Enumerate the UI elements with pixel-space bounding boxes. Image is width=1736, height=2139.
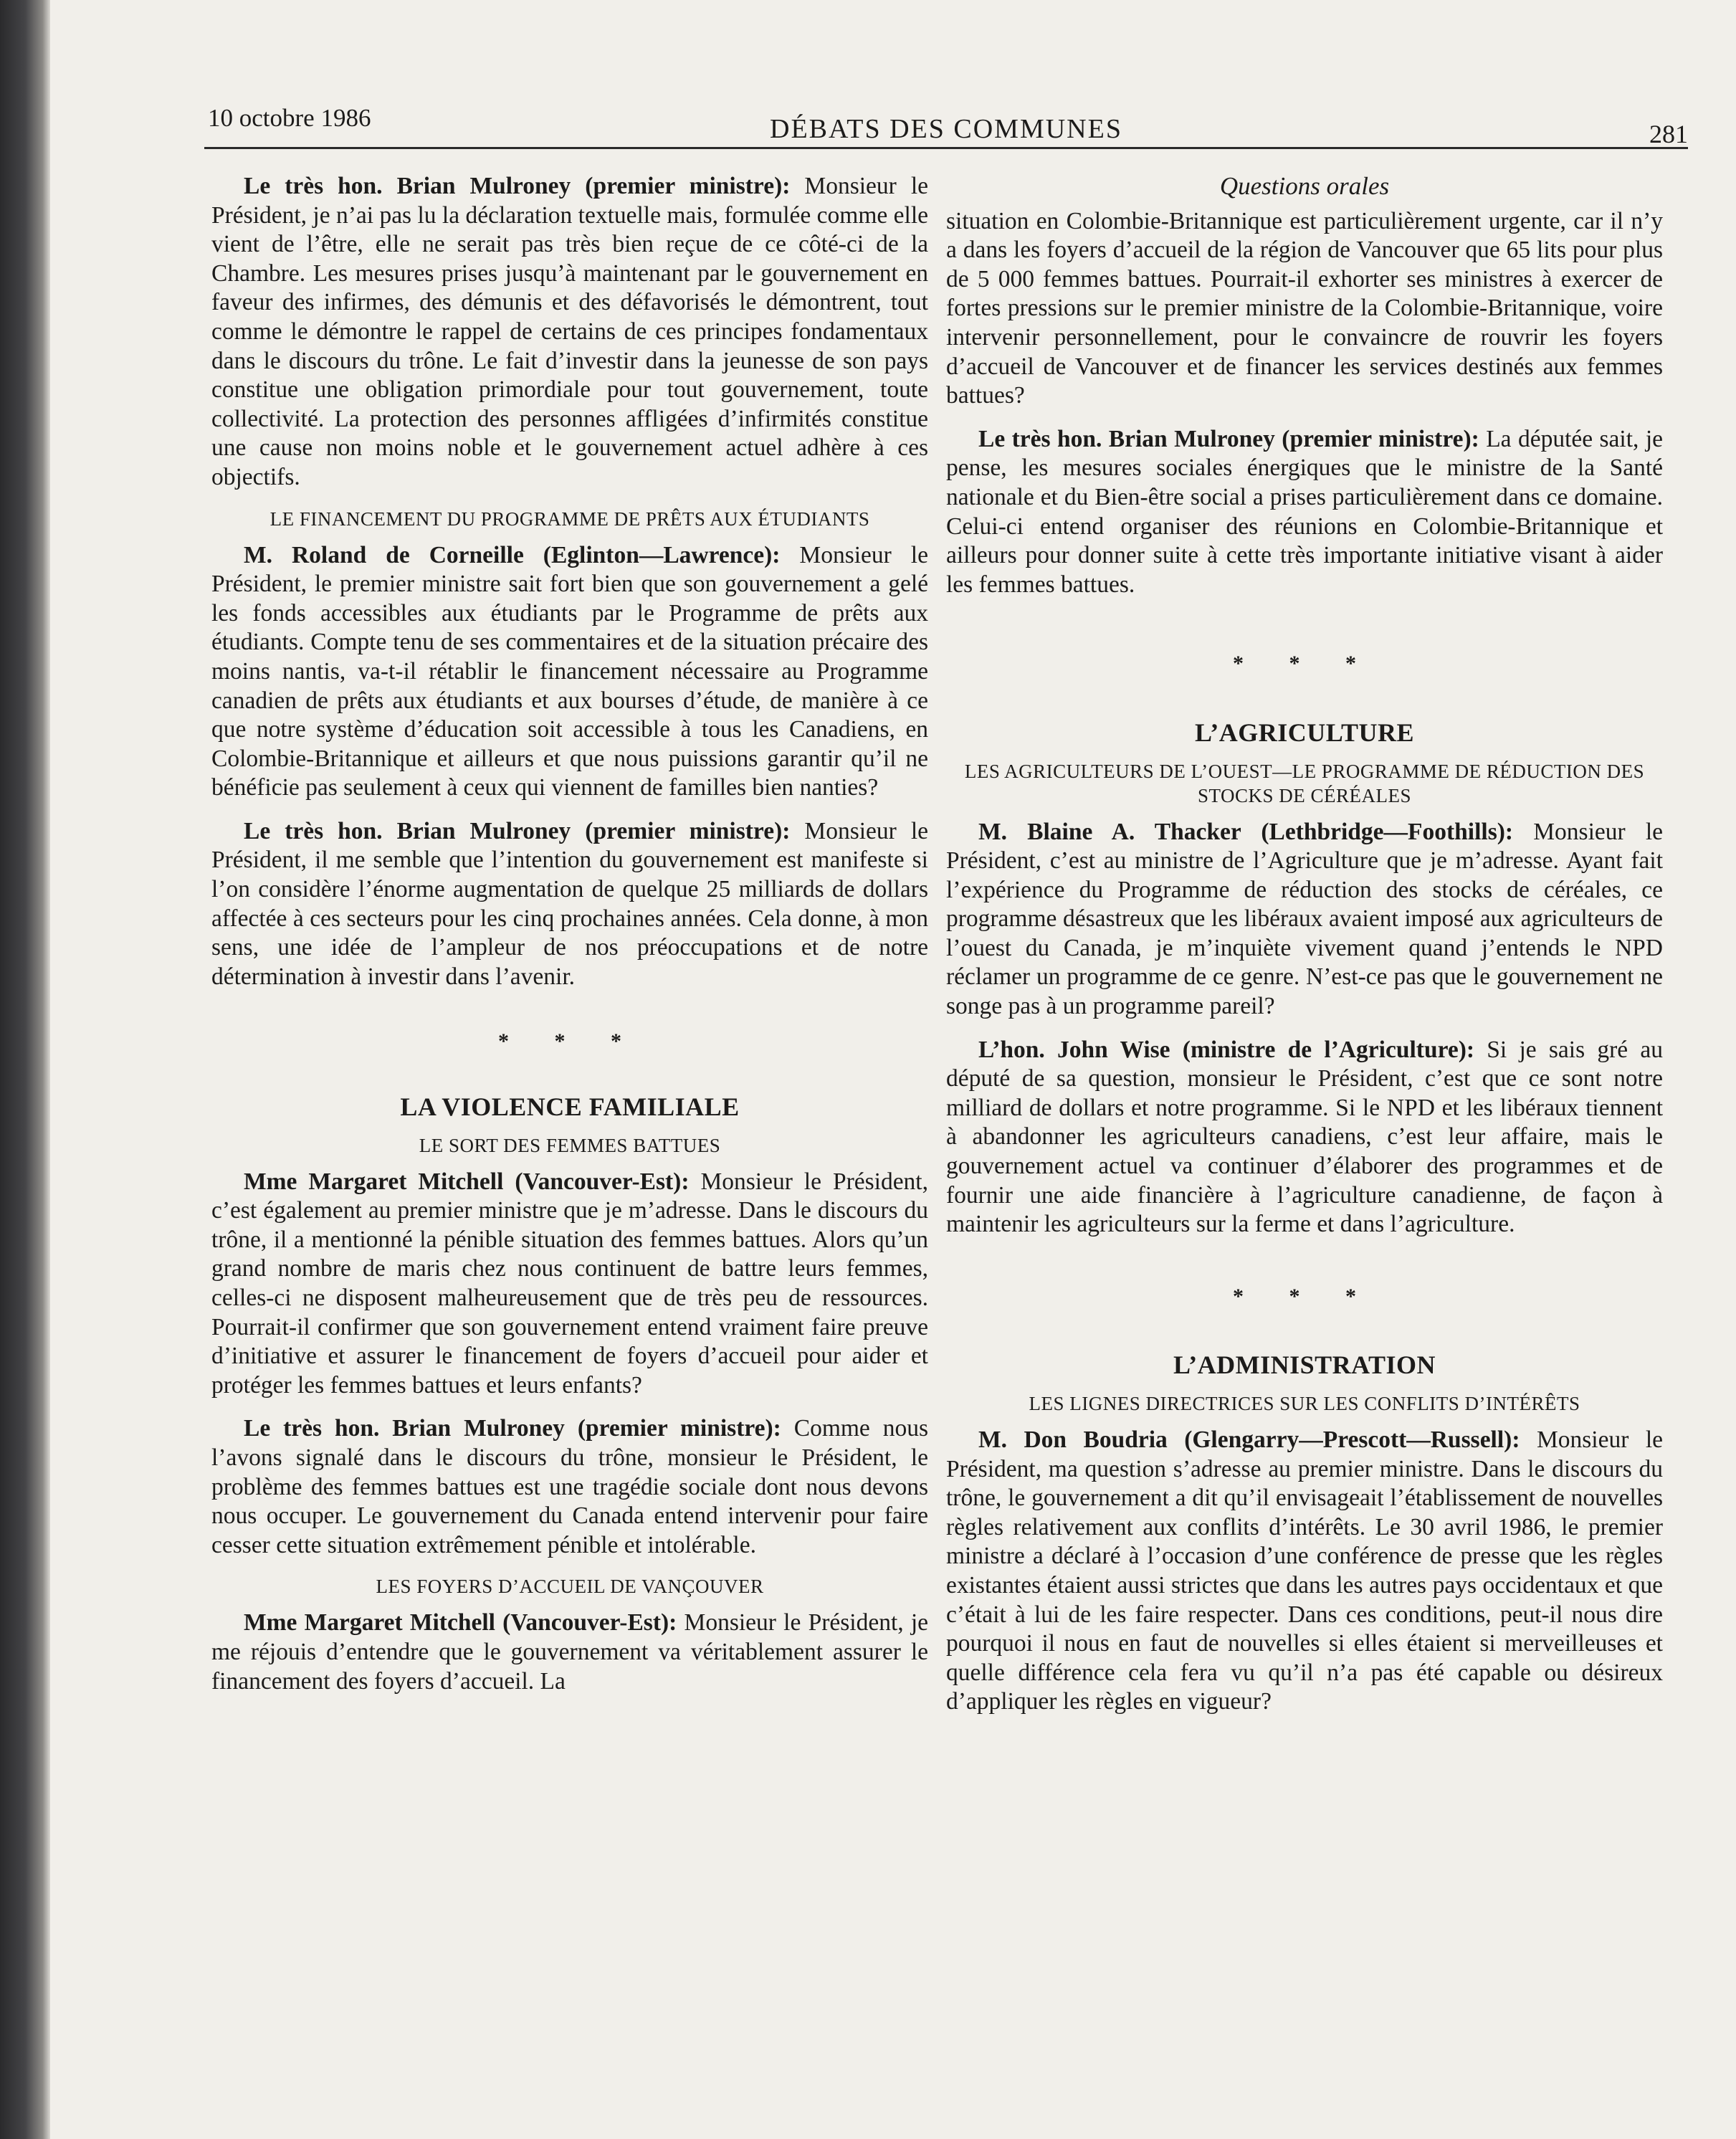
paragraph xyxy=(946,207,1663,411)
paragraph xyxy=(946,425,1663,600)
paragraph-text: Monsieur le Président, le premier ministre sait fort bien que son gouvernement a gelé les fonds accessibles aux étudiants par le Programme de prêts aux étudiants. Compte tenu de ses commentaires et de la situation précaire des moins nantis, va-t-il rétablir le financement nécessaire au Programme canadien de prêts aux étudiants et aux bourses d’étude, de manière à ce que notre système d’éducation soit accessible à tous les Canadiens, en Colombie-Britannique et ailleurs et que nous puissions garantir qu’il ne bénéficie pas seulement à ceux qui viennent de familles bien nanties? xyxy=(211,541,928,801)
speaker-name: M. Don Boudria (Glengarry—Prescott—Russell): xyxy=(978,1426,1520,1453)
subheading: LES FOYERS D’ACCUEIL DE VANÇOUVER xyxy=(376,1576,764,1598)
paragraph-text: La députée sait, je pense, les mesures sociales énergiques que le ministre de la Santé nationale et du Bien-être social a prises particulièrement dans ce domaine. Celui-ci entend organiser des réunions en Colombie-Britannique et ailleurs pour donner suite à cette très importante initiative visant à aider les femmes battues. xyxy=(946,425,1664,598)
paragraph-text: Monsieur le Président, je me réjouis d’entendre que le gouvernement va véritablement assurer le financement des foyers d’accueil. La xyxy=(211,1609,929,1695)
speaker-name: M. Roland de Corneille (Eglinton—Lawrence): xyxy=(244,541,781,568)
subheading: LES LIGNES DIRECTRICES SUR LES CONFLITS D’INTÉRÊTS xyxy=(1029,1393,1580,1414)
paragraph-text: Monsieur le Président, je n’ai pas lu la déclaration textuelle mais, formulée comme elle vient de l’être, elle ne serait pas très bien reçue de ce côté-ci de la Chambre. Les mesures prises jusqu’à maintenant par le gouvernement en faveur des infirmes, des démunis et des défavorisés le démontrent, tout comme le démontre le rappel de certains de ces principes fondamentaux dans le discours du trône. Le fait d’investir dans la jeunesse de son pays constitue une obligation primordiale pour tout gouvernement, toute collectivité. La protection des personnes affligées d’infirmités constitue une cause non moins noble et le gouvernement actuel adhère à ces objectifs. xyxy=(211,173,928,490)
section-divider: * * * xyxy=(1233,1284,1376,1308)
speaker-name: M. Blaine A. Thacker (Lethbridge—Foothills): xyxy=(978,818,1514,845)
speaker-name: Le très hon. Brian Mulroney (premier ministre): xyxy=(244,817,791,844)
paragraph-text: Monsieur le Président, c’est au ministre de l’Agriculture que je m’adresse. Ayant fait l’expérience du Programme de réduction des stocks de céréales, ce programme désastreux que les libéraux avaient imposé aux agriculteurs de l’ouest du Canada, je m’inquiète vivement quand j’entends le NPD réclamer un programme de ce genre. N’est-ce pas que le gouvernement ne songe pas à un programme pareil? xyxy=(946,818,1663,1020)
speaker-name: Le très hon. Brian Mulroney (premier ministre): xyxy=(244,1415,781,1442)
subheading: LE SORT DES FEMMES BATTUES xyxy=(419,1134,721,1156)
page-header xyxy=(204,100,1688,151)
speaker-name: Mme Margaret Mitchell (Vancouver-Est): xyxy=(244,1168,690,1195)
speaker-name: Le très hon. Brian Mulroney (premier ministre): xyxy=(978,425,1479,452)
paragraph-text: Si je sais gré au député de sa question, monsieur le Président, c’est que ce sont notre milliard de dollars et notre programme. Si le NPD et les libéraux tiennent à abandonner les agriculteurs canadiens, c’est leur affaire, mais le gouvernement actuel va continuer d’élaborer des programmes et de fournir une aide financière à l’agriculture canadienne, de façon à maintenir les agriculteurs sur la ferme et dans l’agriculture. xyxy=(946,1036,1663,1238)
paragraph-text: Monsieur le Président, c’est également au premier ministre que je m’adresse. Dans le discours du trône, il a mentionné la pénible situation des femmes battues. Alors qu’un grand nombre de maris chez nous continuent de battre leurs femmes, celles-ci ne disposent malheureusement que de très peu de ressources. Pourrait-il confirmer que son gouvernement entend vraiment faire preuve d’initiative et assurer le financement de foyers d’accueil pour aider et protéger les femmes battues et leurs enfants? xyxy=(211,1168,928,1399)
speaker-name: L’hon. John Wise (ministre de l’Agriculture): xyxy=(978,1036,1475,1063)
paragraph xyxy=(211,1414,928,1560)
page-number: 281 xyxy=(1649,120,1688,148)
paragraph-text: situation en Colombie-Britannique est particulièrement urgente, car il n’y a dans les foyers d’accueil de la région de Vancouver que 65 lits pour plus de 5 000 femmes battues. Pourrait-il exhorter ses ministres à exercer de fortes pressions sur le premier ministre de la Colombie-Britannique, voire intervenir personnellement, pour le convaincre de rouvrir les foyers d’accueil de Vancouver et de financer les services destinés aux femmes battues? xyxy=(946,207,1663,409)
section-divider: * * * xyxy=(1233,652,1376,676)
section-title: L’AGRICULTURE xyxy=(1195,718,1414,747)
book-binding xyxy=(0,0,50,2139)
section-title: L’ADMINISTRATION xyxy=(1173,1350,1436,1380)
paragraph-text: Monsieur le Président, il me semble que l’intention du gouvernement est manifeste si l’on considère l’énorme augmentation de quelque 25 milliards de dollars affectée à ces secteurs pour les cinq prochaines années. Cela donne, à mon sens, une idée de l’ampleur de nos préoccupations et de notre détermination à investir dans l’avenir. xyxy=(211,817,928,990)
section-title: LA VIOLENCE FAMILIALE xyxy=(400,1092,740,1122)
paragraph xyxy=(211,1168,928,1401)
page xyxy=(50,0,1736,2139)
paragraph xyxy=(946,1426,1663,1717)
paragraph-text: Monsieur le Président, ma question s’adresse au premier ministre. Dans le discours du trône, le gouvernement a dit qu’il envisageait l’établissement de nouvelles règles relativement aux conflits d’intérêts. Le 30 avril 1986, le premier ministre a déclaré à l’occasion d’une conférence de presse que les règles existantes étaient aussi strictes que dans les autres pays occidentaux et que c’était à lui de les faire respecter. Dans ces conditions, peut-il nous dire pourquoi il nous en faut de nouvelles si elles étaient si merveilleuses et quelle différence cela fera vu qu’il n’a pas été capable ou désireux d’appliquer les règles en vigueur? xyxy=(946,1426,1663,1715)
header-date: 10 octobre 1986 xyxy=(208,104,371,132)
paragraph xyxy=(211,817,928,992)
paragraph xyxy=(211,172,928,492)
paragraph-text: Comme nous l’avons signalé dans le discours du trône, monsieur le Président, le problème des femmes battues est une tragédie sociale dont nous devons nous occuper. Le gouvernement du Canada entend intervenir pour faire cesser cette situation extrêmement pénible et intolérable. xyxy=(211,1415,928,1558)
right-column xyxy=(946,172,1663,1731)
left-column xyxy=(211,172,928,1710)
header-rule xyxy=(204,147,1688,149)
paragraph xyxy=(946,818,1663,1021)
section-divider: * * * xyxy=(498,1029,642,1054)
paragraph xyxy=(211,1609,928,1696)
subheading: LE FINANCEMENT DU PROGRAMME DE PRÊTS AUX ÉTUDIANTS xyxy=(270,508,870,530)
speaker-name: Mme Margaret Mitchell (Vancouver-Est): xyxy=(244,1609,677,1637)
paragraph xyxy=(946,1036,1663,1239)
running-head: Questions orales xyxy=(1219,172,1390,200)
subheading: LES AGRICULTEURS DE L’OUEST—LE PROGRAMME DE RÉDUCTION DES STOCKS DE CÉRÉALES xyxy=(964,760,1645,806)
header-title: DÉBATS DES COMMUNES xyxy=(770,114,1122,144)
paragraph xyxy=(211,541,928,803)
speaker-name: Le très hon. Brian Mulroney (premier ministre): xyxy=(244,173,791,199)
